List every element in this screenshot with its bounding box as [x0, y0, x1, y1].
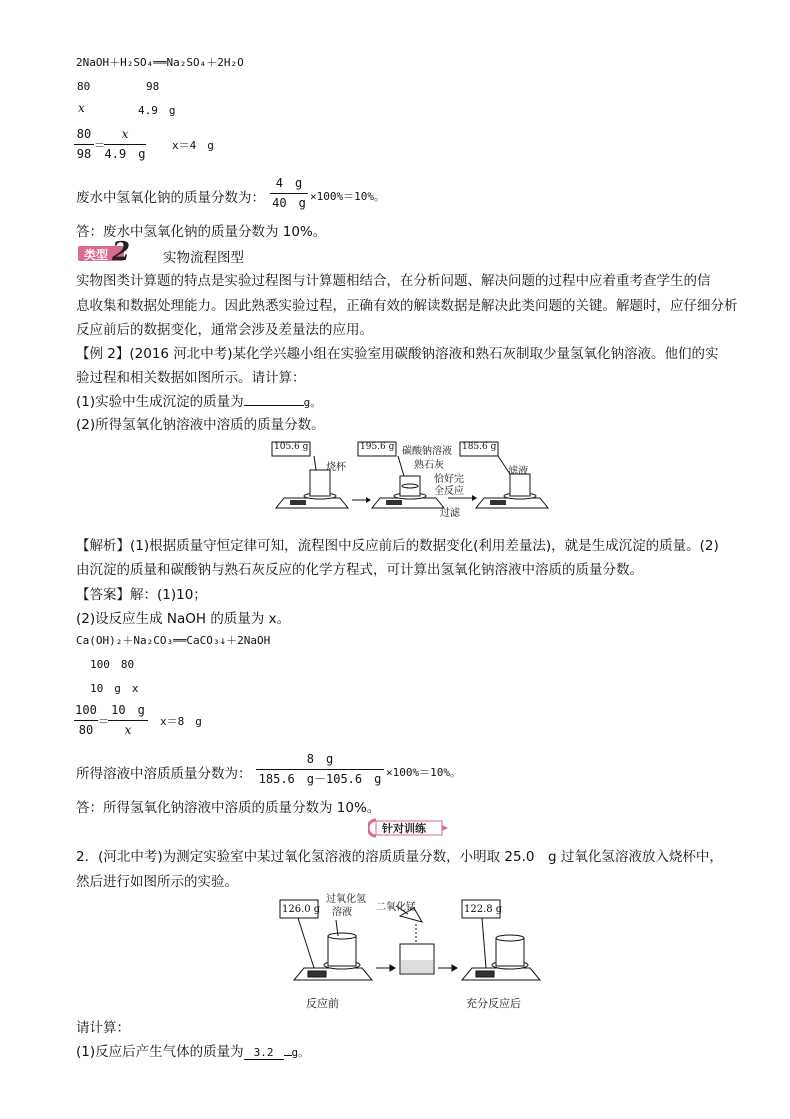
- weight-before: 126.0 g: [282, 904, 321, 915]
- label-exact-reaction-1: 恰好完: [434, 474, 464, 485]
- mass-row: 10 g x: [90, 682, 139, 695]
- example-2-q1: (1)实验中生成沉淀的质量为 g。: [76, 394, 322, 410]
- example-2-q2: (2)所得氢氧化钠溶液中溶质的质量分数。: [76, 417, 325, 433]
- ratio2-fraction-left: 100 80: [75, 703, 97, 737]
- question-2-line-1: 2．(河北中考)为测定实验室中某过氧化氢溶液的溶质质量分数，小明取 25.0 g 过氧化氢溶液放入烧杯中，: [76, 849, 723, 865]
- answer-set-variable: (2)设反应生成 NaOH 的质量为 x。: [76, 611, 291, 627]
- analysis-line-2: 由沉淀的质量和碳酸钠与熟石灰反应的化学方程式，可计算出氢氧化钠溶液中溶质的质量分数。: [76, 562, 643, 578]
- label-h2o2-1: 过氧化氢: [326, 894, 366, 905]
- ratio-fraction-right: x 4.9 g: [104, 127, 146, 161]
- solution-pct-fraction: 8 g 185.6 g－105.6 g: [256, 751, 384, 788]
- label-exact-reaction-2: 全反应: [434, 486, 464, 497]
- equals-sign-2: ＝: [98, 715, 109, 728]
- solution-pct-suffix: ×100%＝10%。: [386, 766, 461, 779]
- label-sodium-carbonate: 碳酸钠溶液: [402, 446, 452, 457]
- label-filtration: 过滤: [440, 508, 460, 519]
- label-after-reaction: 充分反应后: [466, 997, 521, 1010]
- solution-pct-prefix: 所得溶液中溶质质量分数为：: [76, 766, 252, 782]
- reaction-equation-1: 2NaOH＋H₂SO₄══Na₂SO₄＋2H₂O: [76, 56, 244, 69]
- label-beaker: 烧杯: [326, 462, 346, 473]
- molar-mass-h2so4: 98: [146, 80, 160, 93]
- weight-label-3: 185.6 g: [462, 442, 497, 452]
- label-before-reaction: 反应前: [306, 997, 339, 1010]
- calculate-prompt: 请计算：: [76, 1020, 130, 1036]
- reaction-equation-2: Ca(OH)₂＋Na₂CO₃══CaCO₃↓＋2NaOH: [76, 634, 271, 647]
- ratio-fraction-left: 80 98: [74, 126, 94, 163]
- label-filtrate: 滤液: [508, 466, 528, 477]
- intro-line-1: 实物图类计算题的特点是实验过程图与计算题相结合，在分析问题、解决问题的过程中应着重考查学生的信: [76, 273, 711, 289]
- question-2-line-2: 然后进行如图所示的实验。: [76, 874, 238, 890]
- result-x-eq-8g: x＝8 g: [160, 715, 202, 728]
- molar-mass-row: 100 80: [90, 658, 135, 671]
- section-title: 实物流程图型: [163, 250, 244, 266]
- result-x-eq-4g: x＝4 g: [172, 139, 214, 152]
- unknown-x: x: [78, 101, 85, 115]
- type-2-badge: 类型 2: [78, 243, 148, 265]
- training-q1: (1)反应后产生气体的质量为 3.2 g。: [76, 1044, 310, 1060]
- analysis-line-1: 【解析】(1)根据质量守恒定律可知，流程图中反应前后的数据变化(利用差量法)，就是生成沉淀的质量。(2): [76, 538, 719, 554]
- training-badge-label: 针对训练: [382, 822, 426, 835]
- intro-line-2: 息收集和数据处理能力。因此熟悉实验过程，正确有效的解读数据是解决此类问题的关键。解题时，应仔细分析: [76, 298, 738, 314]
- weight-after: 122.8 g: [464, 904, 503, 915]
- intro-line-3: 反应前后的数据变化，通常会涉及差量法的应用。: [76, 322, 373, 338]
- waste-fraction: 4 g 40 g: [270, 175, 308, 212]
- answer-head: 【答案】解：(1)10；: [76, 587, 207, 603]
- weight-label-2: 195.6 g: [360, 442, 395, 452]
- equals-sign: ＝: [94, 139, 105, 152]
- label-slaked-lime: 熟石灰: [414, 460, 444, 471]
- waste-pct-suffix: ×100%＝10%。: [310, 190, 385, 203]
- molar-mass-naoh: 80: [77, 80, 91, 93]
- mass-h2so4: 4.9 g: [138, 104, 176, 117]
- final-answer: 答：所得氢氧化钠溶液中溶质的质量分数为 10%。: [76, 800, 381, 816]
- label-h2o2-2: 溶液: [332, 907, 352, 918]
- ratio2-fraction-right: 10 g x: [108, 702, 148, 739]
- label-mno2: 二氧化锰: [376, 902, 416, 913]
- waste-pct-prefix: 废水中氢氧化钠的质量分数为：: [76, 190, 265, 206]
- weight-label-1: 105.6 g: [274, 442, 309, 452]
- waste-answer: 答：废水中氢氧化钠的质量分数为 10%。: [76, 224, 327, 240]
- example-2-line-2: 验过程和相关数据如图所示。请计算：: [76, 370, 306, 386]
- example-2-line-1: 【例 2】(2016 河北中考)某化学兴趣小组在实验室用碳酸钠溶液和熟石灰制取少量氢氧化钠溶液。他们的实: [76, 346, 719, 362]
